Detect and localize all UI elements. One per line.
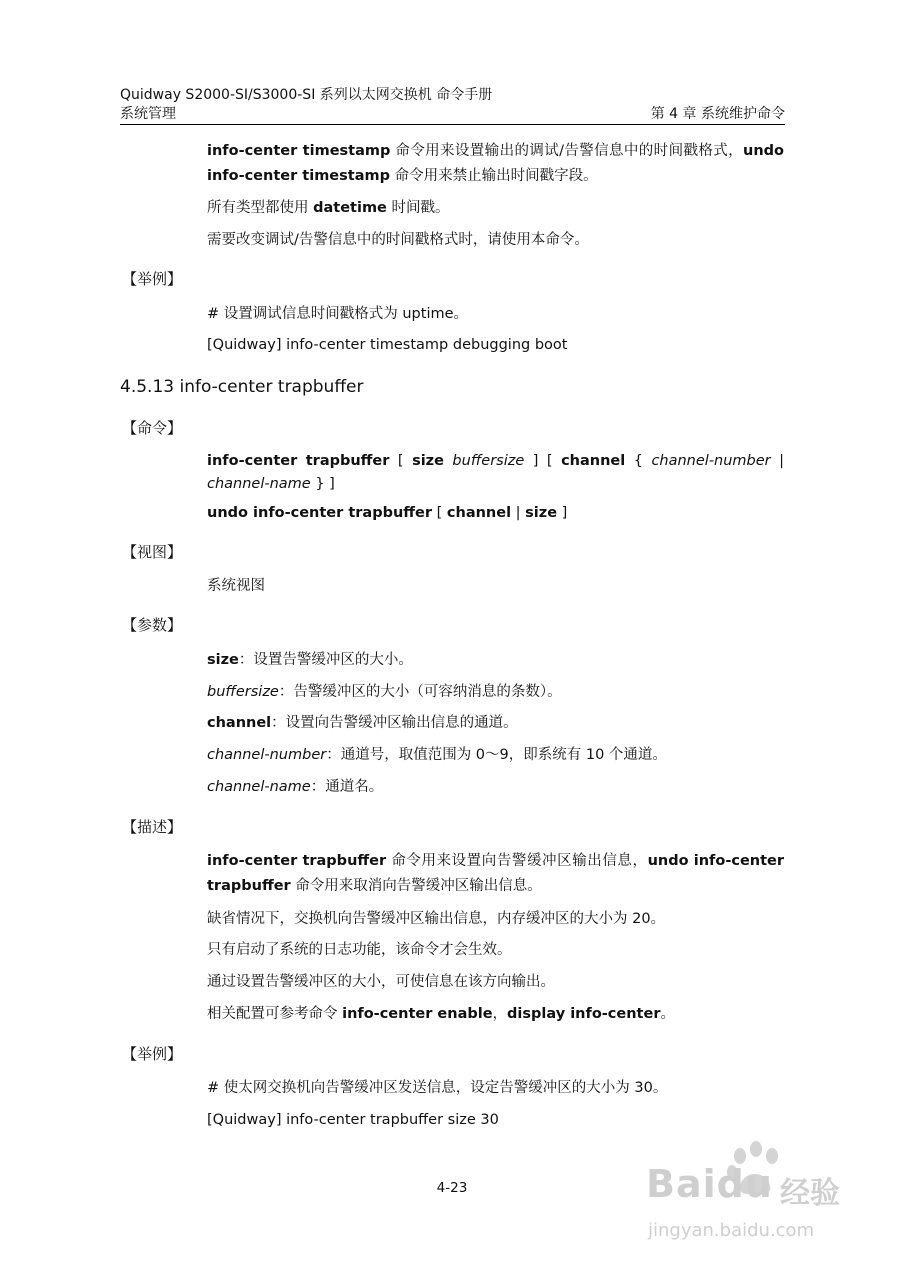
- section-title: 4.5.13 info-center trapbuffer: [120, 377, 364, 397]
- view-label: 【视图】: [122, 543, 183, 561]
- param-item: channel-number：通道号，取值范围为 0～9，即系统有 10 个通道。: [207, 747, 667, 763]
- header-chapter: 第 4 章 系统维护命令: [650, 106, 785, 122]
- view-text: 系统视图: [207, 578, 265, 594]
- watermark-url: jingyan.baidu.com: [648, 1220, 815, 1241]
- param-item: channel：设置向告警缓冲区输出信息的通道。: [207, 715, 518, 731]
- describe-line-6: 相关配置可参考命令 info-center enable，display info-center。: [207, 1006, 675, 1022]
- example-label: 【举例】: [122, 270, 183, 288]
- describe-line-5: 通过设置告警缓冲区的大小，可使信息在该方向输出。: [207, 974, 555, 990]
- example-comment-2: # 使太网交换机向告警缓冲区发送信息，设定告警缓冲区的大小为 30。: [207, 1080, 668, 1096]
- command-syntax-2: channel-name } ]: [207, 476, 335, 492]
- param-item: buffersize：告警缓冲区的大小（可容纳消息的条数）。: [207, 684, 562, 700]
- watermark-cn: 经验: [780, 1176, 840, 1211]
- param-item: channel-name：通道名。: [207, 779, 384, 795]
- desc-line-1: info-center timestamp 命令用来设置输出的调试/告警信息中的时间戳格式，undo: [207, 143, 784, 159]
- desc-line-2: info-center timestamp 命令用来禁止输出时间戳字段。: [207, 168, 598, 184]
- watermark-logo: Baidu: [646, 1162, 773, 1206]
- param-item: size：设置告警缓冲区的大小。: [207, 652, 413, 668]
- describe-line-3: 缺省情况下，交换机向告警缓冲区输出信息，内存缓冲区的大小为 20。: [207, 911, 666, 927]
- describe-line-1: info-center trapbuffer 命令用来设置向告警缓冲区输出信息，undo info-center: [207, 853, 785, 869]
- header-title: Quidway S2000-SI/S3000-SI 系列以太网交换机 命令手册: [120, 87, 493, 103]
- command-syntax-1: info-center trapbuffer [ size buffersize ] [ channel { channel-number |: [207, 453, 785, 469]
- desc-line-4: 需要改变调试/告警信息中的时间戳格式时，请使用本命令。: [207, 232, 589, 248]
- baidu-watermark: [640, 1140, 880, 1250]
- command-undo-syntax: undo info-center trapbuffer [ channel | size ]: [207, 505, 568, 521]
- example-label-2: 【举例】: [122, 1045, 183, 1063]
- describe-line-4: 只有启动了系统的日志功能，该命令才会生效。: [207, 942, 512, 958]
- example-comment: # 设置调试信息时间戳格式为 uptime。: [207, 306, 469, 322]
- example-code: [Quidway] info-center timestamp debugging boot: [207, 337, 568, 353]
- header-rule: [120, 124, 785, 125]
- command-label: 【命令】: [122, 419, 183, 437]
- header-section: 系统管理: [120, 106, 176, 122]
- example-code-2: [Quidway] info-center trapbuffer size 30: [207, 1112, 499, 1128]
- page-number: 4-23: [436, 1180, 468, 1196]
- params-label: 【参数】: [122, 616, 183, 634]
- describe-label: 【描述】: [122, 818, 183, 836]
- describe-line-2: trapbuffer 命令用来取消向告警缓冲区输出信息。: [207, 878, 542, 894]
- desc-line-3: 所有类型都使用 datetime 时间戳。: [207, 200, 450, 216]
